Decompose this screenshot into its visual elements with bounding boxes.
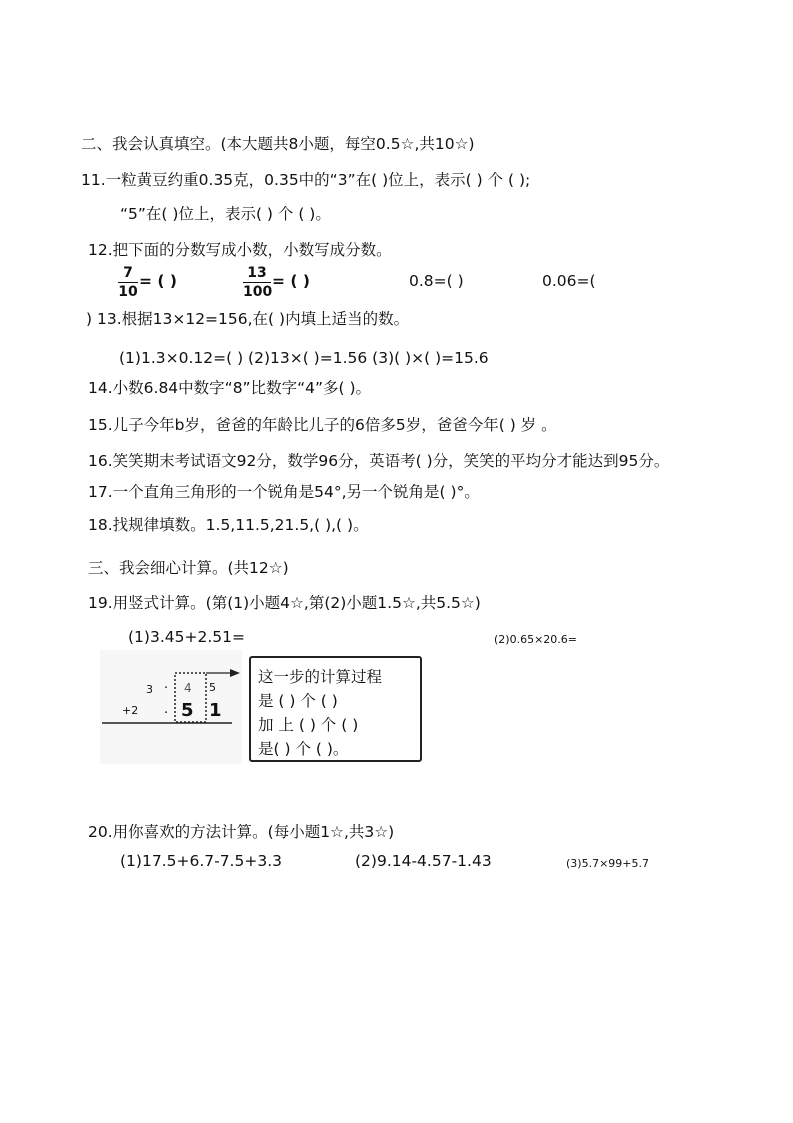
top-decimal-point: ·: [164, 681, 169, 696]
explanation-box: [249, 656, 422, 762]
question-18: 18.找规律填数。1.5,11.5,21.5,( ),( )。: [88, 516, 369, 534]
decimal-2: 0.06=(: [542, 272, 596, 290]
question-16: 16.笑笑期末考试语文92分，数学96分，英语考( )分，笑笑的平均分才能达到95分。: [88, 452, 670, 470]
question-13-line: ) 13.根据13×12=156,在( )内填上适当的数。: [86, 310, 410, 328]
decimal-1: 0.8=( ): [409, 272, 464, 290]
question-19-title: 19.用竖式计算。(第(1)小题4☆,第(2)小题1.5☆,共5.5☆): [88, 594, 481, 612]
fraction-2-answer: = ( ): [272, 272, 310, 290]
top-tenths-digit: 4: [184, 681, 192, 695]
bottom-decimal-point: .: [164, 702, 169, 717]
fraction-7-10: [118, 265, 138, 300]
question-13-parts: (1)1.3×0.12=( ) (2)13×( )=1.56 (3)( )×( )=15.6: [119, 349, 489, 367]
question-11-line-1: 11.一粒黄豆约重0.35克，0.35中的“3”在( )位上，表示( ) 个 ( );: [81, 171, 531, 189]
box-line-1: 这一步的计算过程: [258, 668, 383, 686]
question-20-part-1: (1)17.5+6.7-7.5+3.3: [120, 852, 282, 870]
plus-two: +2: [122, 704, 139, 717]
question-14: 14.小数6.84中数字“8”比数字“4”多( )。: [88, 379, 372, 397]
fraction-denominator: 10: [118, 284, 138, 300]
question-19-part-2: (2)0.65×20.6=: [494, 633, 577, 646]
figure-lines: [100, 650, 242, 764]
question-20-part-2: (2)9.14-4.57-1.43: [355, 852, 492, 870]
fraction-bar: [243, 282, 271, 283]
fraction-bar: [118, 282, 138, 283]
fraction-numerator: 7: [123, 265, 133, 281]
question-20-part-3: (3)5.7×99+5.7: [566, 857, 649, 870]
question-17: 17.一个直角三角形的一个锐角是54°,另一个锐角是( )°。: [88, 483, 480, 501]
question-11-line-2: “5”在( )位上，表示( ) 个 ( )。: [120, 205, 331, 223]
fraction-1-answer: = ( ): [139, 272, 177, 290]
fraction-13-100: [243, 265, 271, 300]
top-integer-digit: 3: [146, 683, 153, 696]
question-15: 15.儿子今年b岁，爸爸的年龄比儿子的6倍多5岁，爸爸今年( ) 岁 。: [88, 416, 557, 434]
question-20-title: 20.用你喜欢的方法计算。(每小题1☆,共3☆): [88, 823, 395, 841]
box-line-2: 是 ( ) 个 ( ): [258, 692, 338, 710]
vertical-addition-figure: [100, 650, 242, 764]
box-line-3: 加 上 ( ) 个 ( ): [258, 716, 359, 734]
top-hundredths-digit: 5: [209, 681, 216, 694]
bottom-tenths-digit: 5: [181, 700, 194, 721]
section-3-title: 三、我会细心计算。(共12☆): [88, 559, 289, 577]
question-19-part-1: (1)3.45+2.51=: [128, 628, 245, 646]
question-12-title: 12.把下面的分数写成小数，小数写成分数。: [88, 241, 392, 259]
box-line-4: 是( ) 个 ( )。: [258, 740, 349, 758]
fraction-numerator: 13: [247, 265, 267, 281]
bottom-hundredths-digit: 1: [209, 700, 222, 721]
fraction-denominator: 100: [243, 284, 273, 300]
section-2-title: 二、我会认真填空。(本大题共8小题，每空0.5☆,共10☆): [81, 135, 475, 153]
